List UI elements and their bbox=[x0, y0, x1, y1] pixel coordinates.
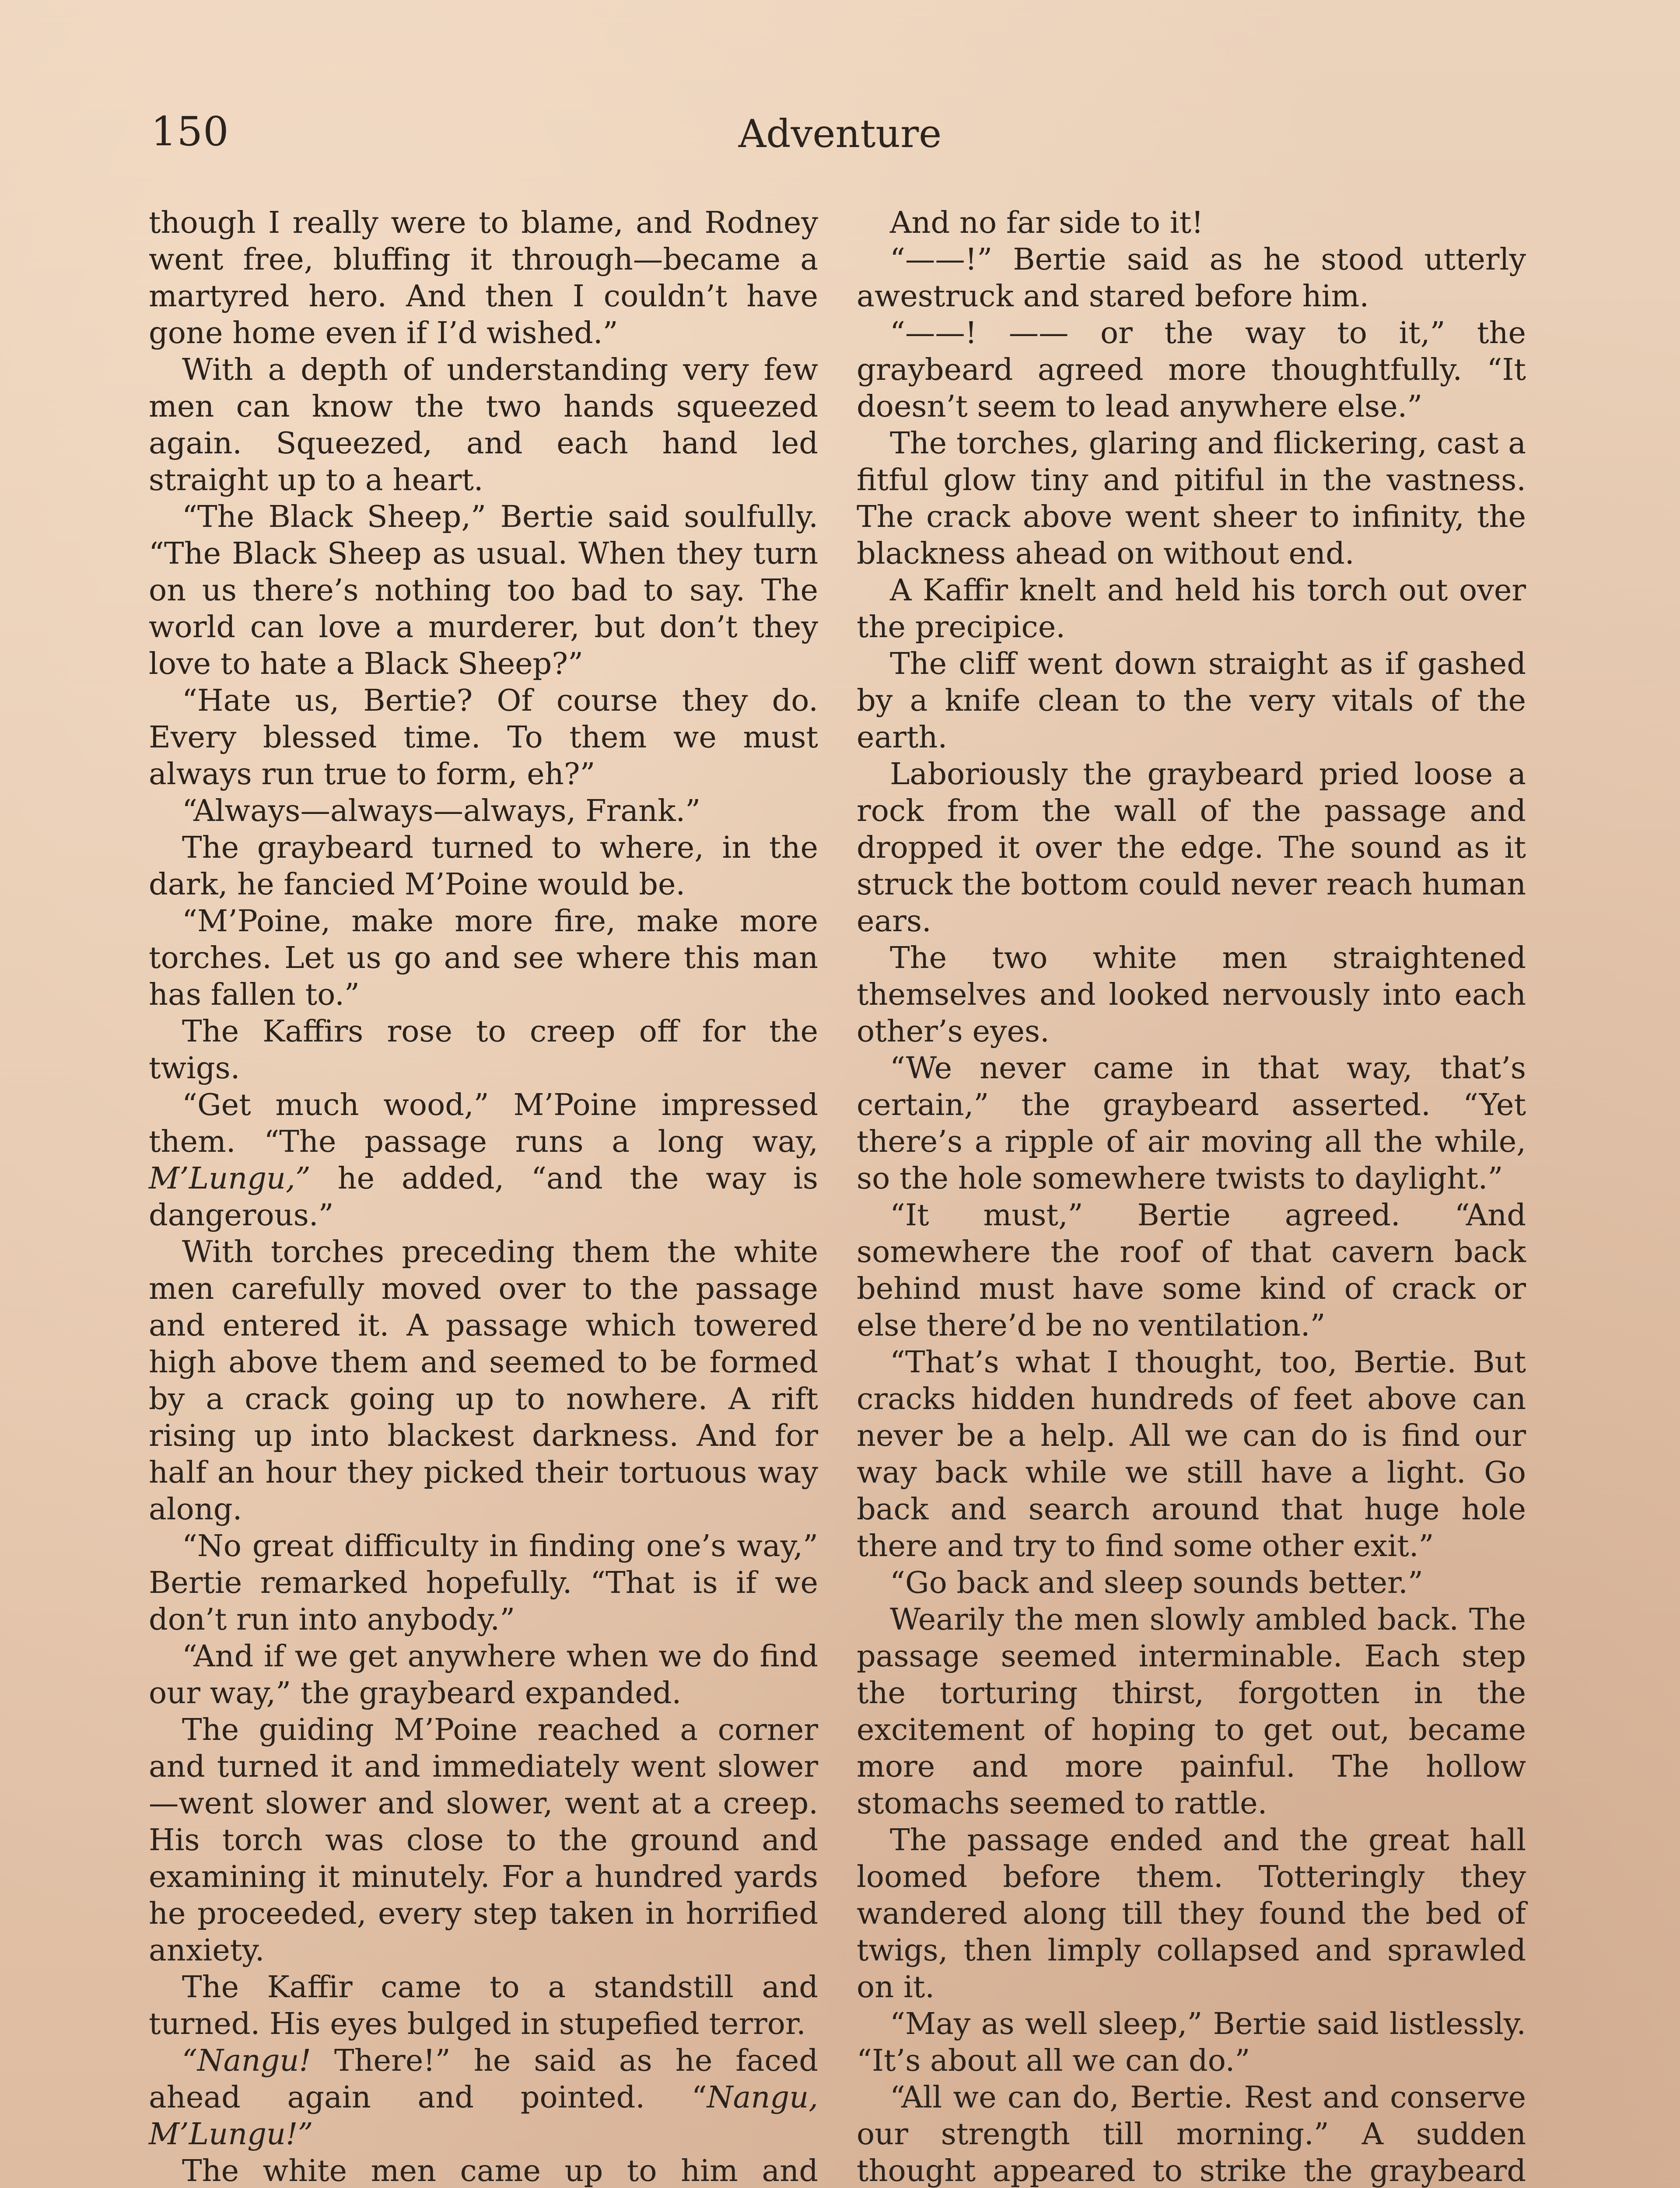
paragraph: “It must,” Bertie agreed. “And somewhere the roof of that cavern back behind must have some kind of crack or else there’d be no ventilation.” bbox=[857, 1198, 1526, 1343]
paragraph bbox=[149, 1087, 818, 1234]
running-title: Adventure bbox=[738, 111, 942, 156]
paragraph: The two white men straightened themselves and looked nervously into each other’s eyes. bbox=[857, 941, 1526, 1049]
paragraph: “The Black Sheep,” Bertie said soulfully. “The Black Sheep as usual. When they turn on us there’s nothing too bad to say. The world can love a murderer, but don’t they love to hate a Black Sheep?” bbox=[149, 500, 818, 681]
right-column bbox=[857, 205, 1526, 2188]
paragraph: Laboriously the graybeard pried loose a rock from the wall of the passage and dropped it over the edge. The sound as it struck the bottom could never reach human ears. bbox=[857, 757, 1526, 939]
paragraph: The graybeard turned to where, in the dark, he fancied M’Poine would be. bbox=[149, 831, 818, 902]
paragraph bbox=[149, 2043, 818, 2153]
italic-word: Nangu, M’Lungu!” bbox=[149, 2080, 818, 2152]
paragraph: The passage ended and the great hall loomed before them. Totteringly they wandered along till they found the bed of twigs, then limply collapsed and sprawled on it. bbox=[857, 1823, 1526, 2005]
paragraph: “Always—always—always, Frank.” bbox=[182, 794, 701, 828]
paragraph: The torches, glaring and flickering, cast a fitful glow tiny and pitiful in the vastness. The crack above went sheer to infinity, the blackness ahead on without end. bbox=[857, 426, 1526, 571]
text-run: There!” he said as he faced ahead again and pointed. “ bbox=[149, 2044, 818, 2115]
text-run: “Get much wood,” M’Poine impressed them. “The passage runs a long way, bbox=[149, 1088, 818, 1159]
text-run: he added, “and the way is dangerous.” bbox=[149, 1161, 818, 1233]
paragraph: Wearily the men slowly ambled back. The passage seemed interminable. Each step the torturing thirst, forgotten in the excitement of hoping to get out, became more and more painful. The hollow stomachs seemed to rattle. bbox=[857, 1602, 1526, 1821]
paragraph: “Hate us, Bertie? Of course they do. Every blessed time. To them we must always run true to form, eh?” bbox=[149, 684, 818, 792]
left-column bbox=[149, 205, 818, 2188]
paragraph: “M’Poine, make more fire, make more torches. Let us go and see where this man has fallen to.” bbox=[149, 904, 818, 1012]
paragraph: “Go back and sleep sounds better.” bbox=[890, 1566, 1423, 1600]
italic-word: M’Lungu,” bbox=[149, 1161, 311, 1196]
page-number: 150 bbox=[151, 108, 229, 155]
paragraph: With torches preceding them the white men carefully moved over to the passage and entered it. A passage which towered high above them and seemed to be formed by a crack going up to nowhere. A rift rising up into blackest darkness. And for half an hour they picked their tortuous way along. bbox=[149, 1235, 818, 1527]
paragraph: The cliff went down straight as if gashed by a knife clean to the very vitals of the earth. bbox=[857, 647, 1526, 755]
italic-word: “Nangu! bbox=[182, 2044, 311, 2078]
paragraph: “——! —— or the way to it,” the graybeard agreed more thoughtfully. “It doesn’t seem to lead anywhere else.” bbox=[857, 316, 1526, 424]
paragraph: “All we can do, Bertie. Rest and conserve our strength till morning.” A sudden thought appeared to strike the graybeard bbox=[857, 2080, 1526, 2188]
paragraph: With a depth of understanding very few men can know the two hands squeezed again. Squeezed, and each hand led straight up to a heart. bbox=[149, 353, 818, 498]
paragraph: “That’s what I thought, too, Bertie. But cracks hidden hundreds of feet above can never be a help. All we can do is find our way back while we still have a light. Go back and search around that huge hole there and try to find some other exit.” bbox=[857, 1345, 1526, 1564]
paragraph: The white men came up to him and bbox=[182, 2154, 818, 2188]
paragraph: “May as well sleep,” Bertie said listlessly. “It’s about all we can do.” bbox=[857, 2007, 1526, 2078]
paragraph: The Kaffir came to a standstill and turned. His eyes bulged in stupefied terror. bbox=[149, 1970, 818, 2041]
paragraph: “And if we get anywhere when we do find our way,” the graybeard expanded. bbox=[149, 1639, 818, 1711]
paragraph: The Kaffirs rose to creep off for the twigs. bbox=[149, 1014, 818, 1086]
paragraph: “No great difficulty in finding one’s way,” Bertie remarked hopefully. “That is if we don’t run into anybody.” bbox=[149, 1529, 818, 1637]
paragraph: though I really were to blame, and Rodney went free, bluffing it through—became a martyred hero. And then I couldn’t have gone home even if I’d wished.” bbox=[149, 206, 818, 351]
paragraph: And no far side to it! bbox=[890, 206, 1204, 240]
paragraph: “We never came in that way, that’s certain,” the graybeard asserted. “Yet there’s a ripple of air moving all the while, so the hole somewhere twists to daylight.” bbox=[857, 1051, 1526, 1196]
paragraph: “——!” Bertie said as he stood utterly awestruck and stared before him. bbox=[857, 242, 1526, 314]
paragraph: A Kaffir knelt and held his torch out over the precipice. bbox=[857, 573, 1526, 645]
paragraph: The guiding M’Poine reached a corner and turned it and immediately went slower—went slower and slower, went at a creep. His torch was close to the ground and examining it minutely. For a hundred yards he proceeded, every step taken in horrified anxiety. bbox=[149, 1713, 818, 1968]
